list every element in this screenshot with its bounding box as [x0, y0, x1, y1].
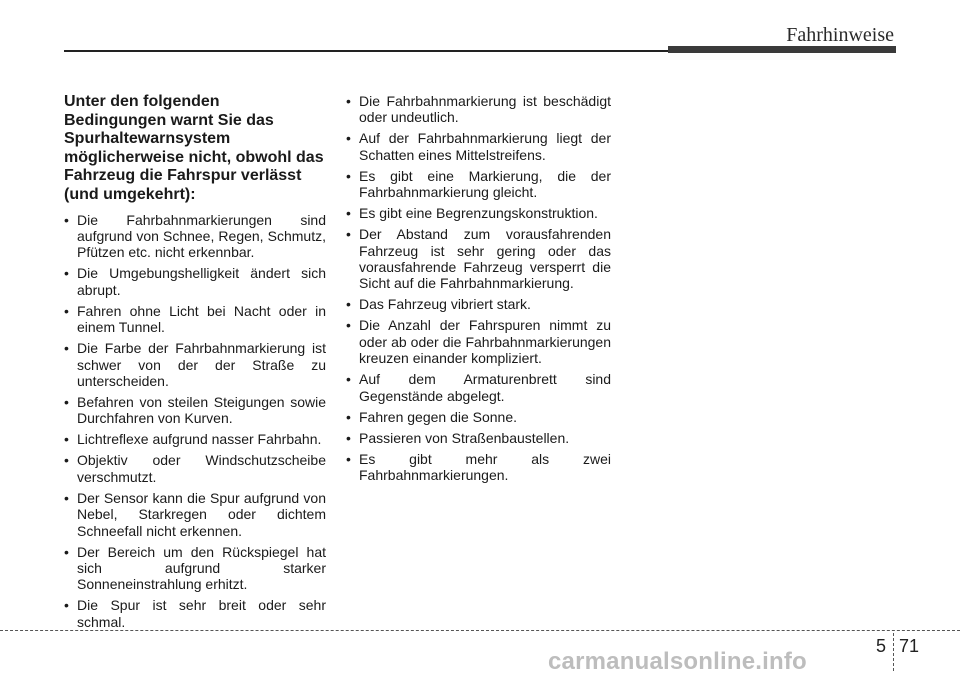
list-item: • Fahren gegen die Sonne.: [346, 409, 611, 425]
list-item: • Lichtreflexe aufgrund nasser Fahrbahn.: [64, 431, 326, 447]
list-item: • Die Fahrbahnmarkierung ist beschädigt oder undeutlich.: [346, 93, 611, 126]
footer-rule: [0, 630, 960, 631]
list-item: • Auf der Fahrbahnmarkierung liegt der Schatten eines Mittelstreifens.: [346, 130, 611, 163]
left-column: [64, 93, 326, 635]
list-item: • Die Farbe der Fahrbahnmarkierung ist schwer von der der Straße zu unterscheiden.: [64, 340, 326, 389]
page-header-title: Fahrhinweise: [786, 24, 894, 46]
list-item: • Der Sensor kann die Spur aufgrund von Nebel, Starkregen oder dichtem Schneefall nicht erkennen.: [64, 490, 326, 539]
page-number: 71: [899, 636, 920, 656]
header-rule-thin: [64, 50, 672, 52]
list-item: • Es gibt mehr als zwei Fahrbahnmarkierungen.: [346, 451, 611, 484]
header-rule-thick: [668, 46, 896, 53]
list-item: • Es gibt eine Begrenzungskonstruktion.: [346, 205, 611, 221]
list-item: • Objektiv oder Windschutzscheibe verschmutzt.: [64, 452, 326, 485]
page-separator: [893, 633, 894, 671]
list-item: • Fahren ohne Licht bei Nacht oder in einem Tunnel.: [64, 303, 326, 336]
right-bullet-list: [346, 93, 611, 483]
list-item: • Das Fahrzeug vibriert stark.: [346, 296, 611, 312]
list-item: • Es gibt eine Markierung, die der Fahrbahnmarkierung gleicht.: [346, 168, 611, 201]
list-item: • Auf dem Armaturenbrett sind Gegenstände abgelegt.: [346, 371, 611, 404]
list-item: • Der Abstand zum vorausfahrenden Fahrzeug ist sehr gering oder das vorausfahrende Fahrzeug versperrt die Sicht auf die Fahrbahnmarkierung.: [346, 226, 611, 292]
watermark: carmanualsonline.info: [548, 648, 807, 675]
right-column: [346, 93, 611, 488]
list-item: • Die Spur ist sehr breit oder sehr schmal.: [64, 597, 326, 630]
list-item: • Passieren von Straßenbaustellen.: [346, 430, 611, 446]
left-bullet-list: [64, 212, 326, 631]
chapter-number: 5: [876, 636, 887, 656]
list-item: • Die Fahrbahnmarkierungen sind aufgrund von Schnee, Regen, Schmutz, Pfützen etc. nicht erkennbar.: [64, 212, 326, 261]
list-item: • Befahren von steilen Steigungen sowie Durchfahren von Kurven.: [64, 394, 326, 427]
list-item: • Die Umgebungshelligkeit ändert sich abrupt.: [64, 265, 326, 298]
list-item: • Die Anzahl der Fahrspuren nimmt zu oder ab oder die Fahrbahnmarkierungen kreuzen einander kompliziert.: [346, 317, 611, 366]
section-heading: Unter den folgenden Bedingungen warnt Sie das Spurhaltewarnsystem möglicherweise nicht, obwohl das Fahrzeug die Fahrspur verlässt (und umgekehrt):: [64, 93, 324, 203]
list-item: • Der Bereich um den Rückspiegel hat sich aufgrund starker Sonneneinstrahlung erhitzt.: [64, 544, 326, 593]
